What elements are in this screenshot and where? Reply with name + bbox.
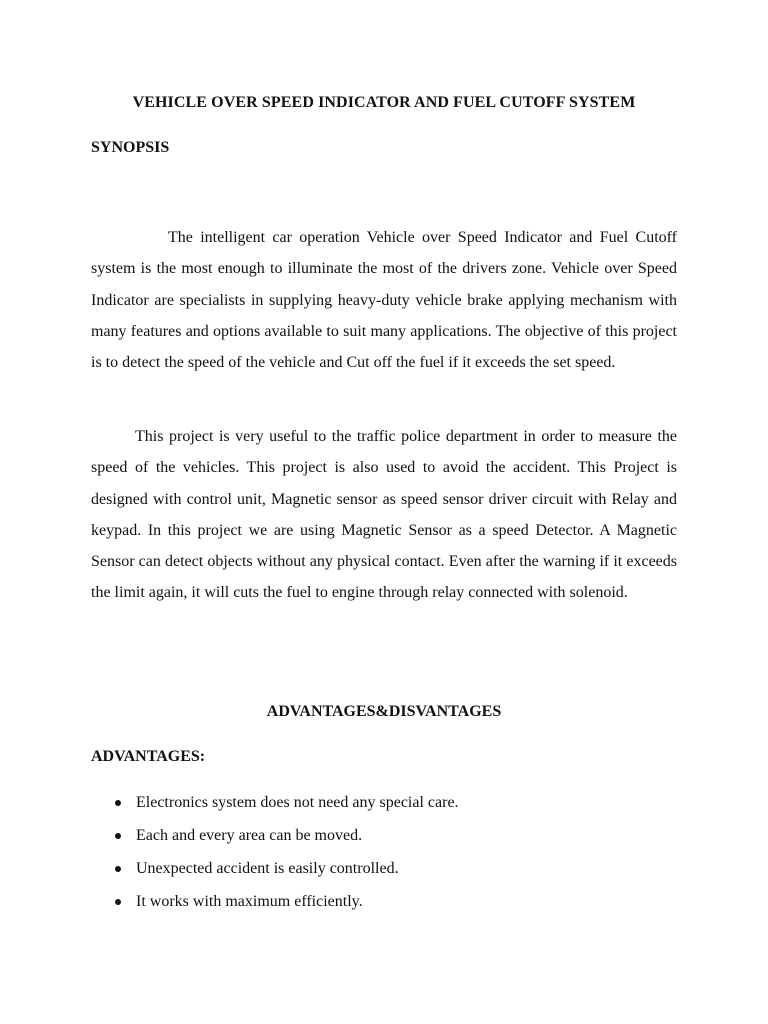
synopsis-paragraph-2: This project is very useful to the traffic police department in order to measure the speed of the vehicles. This project is also used to avoid the accident. This Project is designed with control unit, Magnetic sensor as speed sensor driver circuit with Relay and keypad. In this project we are using Magnetic Sensor as a speed Detector. A Magnetic Sensor can detect objects without any physical contact. Even after the warning if it exceeds the limit again, it will cuts the fuel to engine through relay connected with solenoid.: [91, 428, 677, 602]
section-heading-synopsis: SYNOPSIS: [91, 139, 170, 156]
bullet-icon: [115, 866, 121, 872]
advantages-disadvantages-heading: ADVANTAGES&DISVANTAGES: [266, 703, 502, 720]
list-item: [0, 788, 459, 821]
list-item-text: Unexpected accident is easily controlled.: [136, 860, 399, 877]
bullet-icon: [115, 800, 121, 806]
bullet-icon: [115, 833, 121, 839]
list-item: [0, 854, 459, 887]
advantages-list: [0, 788, 459, 920]
synopsis-paragraph-1: The intelligent car operation Vehicle over Speed Indicator and Fuel Cutoff system is the most enough to illuminate the most of the drivers zone. Vehicle over Speed Indicator are specialists in supplying heavy-duty vehicle brake applying mechanism with many features and options available to suit many applications. The objective of this project is to detect the speed of the vehicle and Cut off the fuel if it exceeds the set speed.: [91, 229, 677, 372]
list-item-text: Electronics system does not need any special care.: [136, 794, 459, 811]
list-item-text: It works with maximum efficiently.: [136, 893, 363, 910]
list-item-text: Each and every area can be moved.: [136, 827, 363, 844]
list-item: [0, 887, 459, 920]
bullet-icon: [115, 899, 121, 905]
document-title: VEHICLE OVER SPEED INDICATOR AND FUEL CUTOFF SYSTEM: [132, 94, 636, 111]
list-item: [0, 821, 459, 854]
advantages-subheading: ADVANTAGES:: [91, 748, 206, 765]
